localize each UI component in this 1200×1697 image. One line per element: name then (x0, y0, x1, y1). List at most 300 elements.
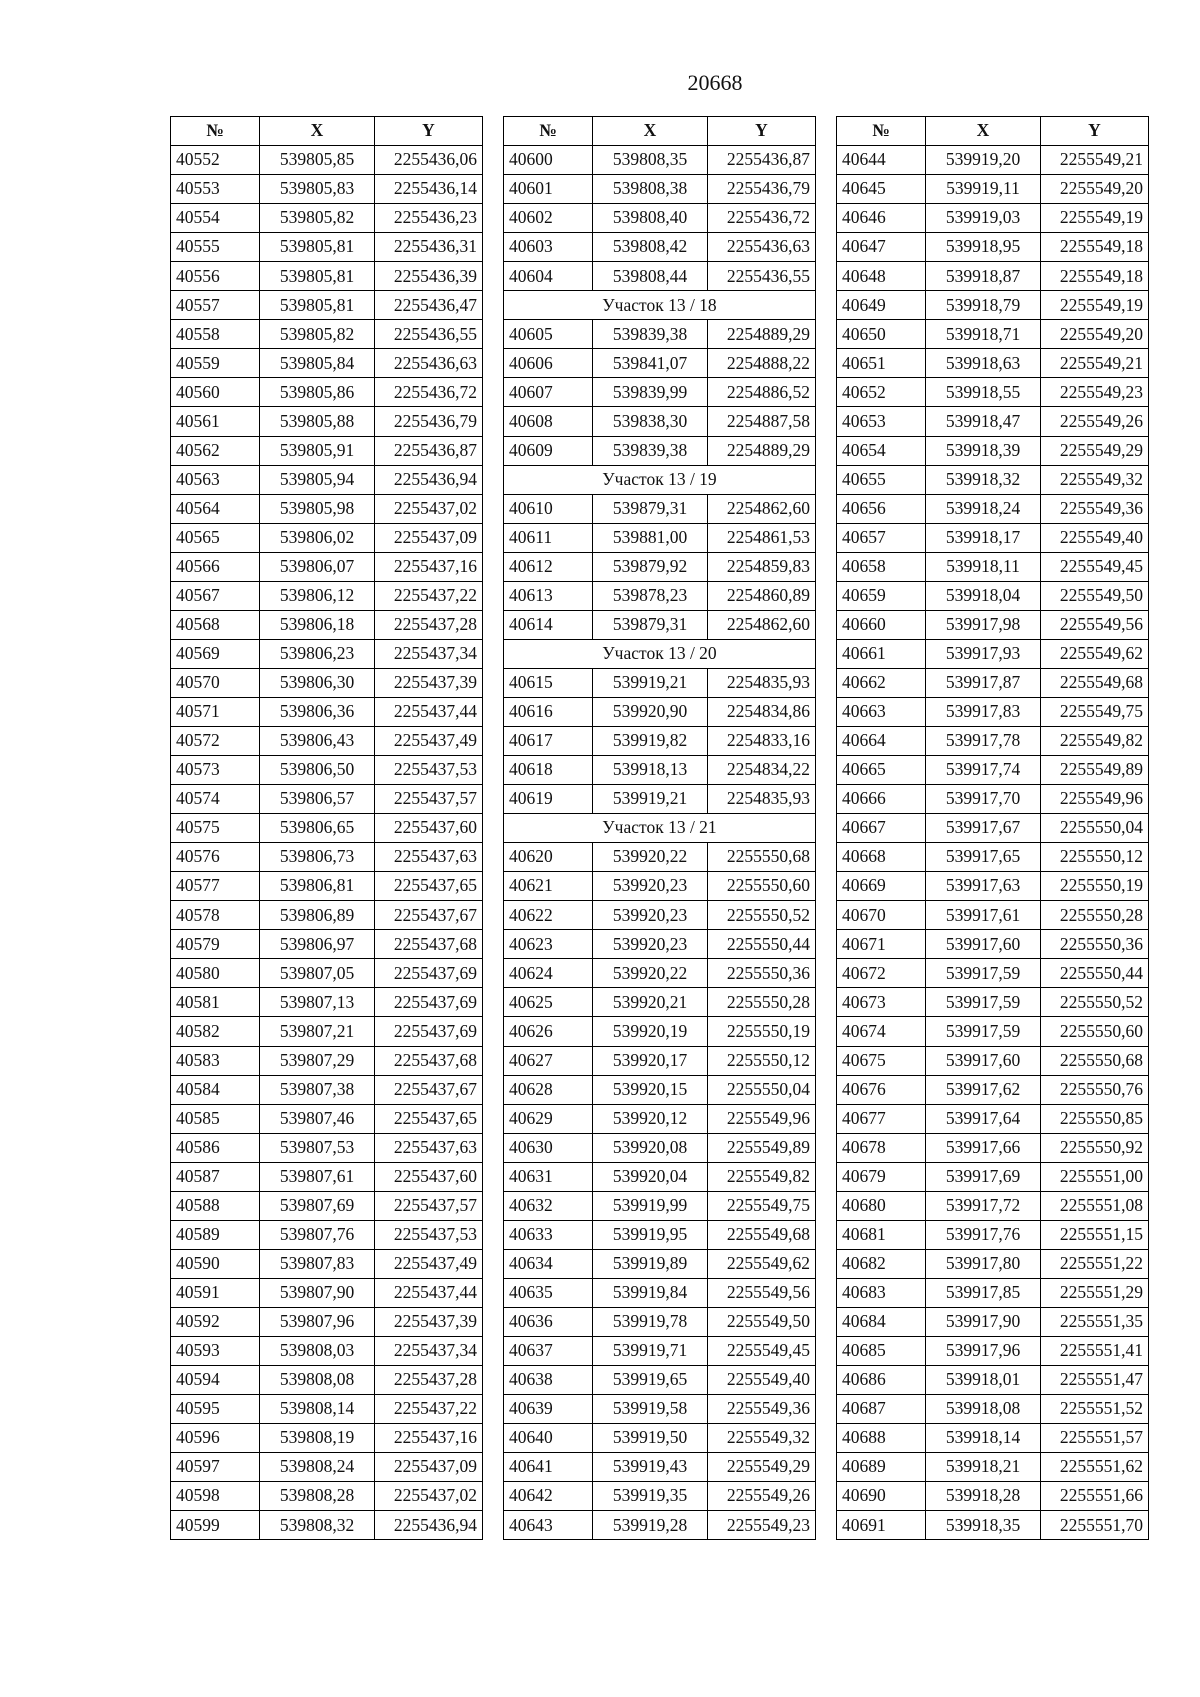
x-coordinate-cell: 539806,23 (260, 639, 375, 668)
x-coordinate-cell: 539805,86 (260, 378, 375, 407)
table-row (837, 930, 1149, 959)
table-row (171, 988, 483, 1017)
y-coordinate-cell: 2255436,87 (708, 146, 816, 175)
table-row (837, 668, 1149, 697)
point-number-cell: 40663 (837, 697, 926, 726)
x-coordinate-cell: 539807,76 (260, 1220, 375, 1249)
table-row (171, 668, 483, 697)
x-coordinate-cell: 539807,46 (260, 1104, 375, 1133)
x-coordinate-cell: 539920,04 (593, 1162, 708, 1191)
point-number-cell: 40559 (171, 349, 260, 378)
point-number-cell: 40606 (504, 349, 593, 378)
table-row (504, 494, 816, 523)
table-row (504, 1191, 816, 1220)
point-number-cell: 40557 (171, 291, 260, 320)
y-coordinate-cell: 2255437,53 (375, 756, 483, 785)
y-coordinate-cell: 2255436,72 (375, 378, 483, 407)
x-coordinate-cell: 539805,91 (260, 436, 375, 465)
point-number-cell: 40674 (837, 1017, 926, 1046)
y-coordinate-cell: 2255549,68 (1041, 668, 1149, 697)
y-coordinate-cell: 2255549,20 (1041, 320, 1149, 349)
table-row (837, 1424, 1149, 1453)
x-coordinate-cell: 539806,65 (260, 814, 375, 843)
x-coordinate-cell: 539918,47 (926, 407, 1041, 436)
table-row (504, 697, 816, 726)
point-number-cell: 40598 (171, 1482, 260, 1511)
point-number-cell: 40675 (837, 1046, 926, 1075)
point-number-cell: 40579 (171, 930, 260, 959)
table-row (504, 1133, 816, 1162)
point-number-cell: 40638 (504, 1366, 593, 1395)
y-coordinate-cell: 2255436,06 (375, 146, 483, 175)
y-coordinate-cell: 2255551,35 (1041, 1307, 1149, 1336)
y-coordinate-cell: 2254889,29 (708, 436, 816, 465)
x-coordinate-cell: 539917,64 (926, 1104, 1041, 1133)
y-coordinate-cell: 2255551,62 (1041, 1453, 1149, 1482)
table-row (837, 204, 1149, 233)
table-row (504, 407, 816, 436)
table-row (837, 1366, 1149, 1395)
y-coordinate-cell: 2255436,87 (375, 436, 483, 465)
y-coordinate-cell: 2254833,16 (708, 726, 816, 755)
table-row (171, 1162, 483, 1191)
point-number-cell: 40552 (171, 146, 260, 175)
x-coordinate-cell: 539808,32 (260, 1511, 375, 1540)
header-number: № (837, 117, 926, 146)
y-coordinate-cell: 2255549,75 (1041, 697, 1149, 726)
x-coordinate-cell: 539807,13 (260, 988, 375, 1017)
y-coordinate-cell: 2255549,96 (708, 1104, 816, 1133)
y-coordinate-cell: 2255549,32 (1041, 465, 1149, 494)
x-coordinate-cell: 539917,76 (926, 1220, 1041, 1249)
y-coordinate-cell: 2255549,19 (1041, 204, 1149, 233)
y-coordinate-cell: 2255436,31 (375, 233, 483, 262)
x-coordinate-cell: 539920,12 (593, 1104, 708, 1133)
y-coordinate-cell: 2255437,16 (375, 1424, 483, 1453)
table-row (171, 959, 483, 988)
y-coordinate-cell: 2255549,62 (1041, 639, 1149, 668)
table-row (504, 726, 816, 755)
x-coordinate-cell: 539807,05 (260, 959, 375, 988)
x-coordinate-cell: 539808,28 (260, 1482, 375, 1511)
y-coordinate-cell: 2255549,45 (1041, 552, 1149, 581)
y-coordinate-cell: 2255437,65 (375, 872, 483, 901)
x-coordinate-cell: 539917,78 (926, 726, 1041, 755)
y-coordinate-cell: 2255549,56 (1041, 610, 1149, 639)
point-number-cell: 40690 (837, 1482, 926, 1511)
y-coordinate-cell: 2255436,63 (375, 349, 483, 378)
y-coordinate-cell: 2255437,34 (375, 639, 483, 668)
y-coordinate-cell: 2255437,57 (375, 785, 483, 814)
point-number-cell: 40627 (504, 1046, 593, 1075)
x-coordinate-cell: 539918,63 (926, 349, 1041, 378)
x-coordinate-cell: 539919,99 (593, 1191, 708, 1220)
table-row (504, 204, 816, 233)
x-coordinate-cell: 539918,79 (926, 291, 1041, 320)
point-number-cell: 40558 (171, 320, 260, 349)
point-number-cell: 40626 (504, 1017, 593, 1046)
x-coordinate-cell: 539919,21 (593, 668, 708, 697)
table-row (171, 785, 483, 814)
point-number-cell: 40671 (837, 930, 926, 959)
x-coordinate-cell: 539808,03 (260, 1336, 375, 1365)
point-number-cell: 40633 (504, 1220, 593, 1249)
y-coordinate-cell: 2255549,23 (1041, 378, 1149, 407)
point-number-cell: 40586 (171, 1133, 260, 1162)
x-coordinate-cell: 539841,07 (593, 349, 708, 378)
y-coordinate-cell: 2255437,68 (375, 930, 483, 959)
x-coordinate-cell: 539878,23 (593, 581, 708, 610)
table-row (837, 988, 1149, 1017)
y-coordinate-cell: 2255550,52 (1041, 988, 1149, 1017)
table-row (171, 262, 483, 291)
point-number-cell: 40666 (837, 785, 926, 814)
table-row (504, 785, 816, 814)
point-number-cell: 40676 (837, 1075, 926, 1104)
y-coordinate-cell: 2255437,22 (375, 1395, 483, 1424)
x-coordinate-cell: 539919,65 (593, 1366, 708, 1395)
x-coordinate-cell: 539920,23 (593, 930, 708, 959)
point-number-cell: 40596 (171, 1424, 260, 1453)
x-coordinate-cell: 539805,83 (260, 175, 375, 204)
y-coordinate-cell: 2255549,36 (1041, 494, 1149, 523)
y-coordinate-cell: 2255549,56 (708, 1278, 816, 1307)
table-row (171, 1278, 483, 1307)
table-row (504, 1395, 816, 1424)
y-coordinate-cell: 2255550,76 (1041, 1075, 1149, 1104)
table-row (837, 320, 1149, 349)
point-number-cell: 40605 (504, 320, 593, 349)
table-row (171, 756, 483, 785)
x-coordinate-cell: 539807,21 (260, 1017, 375, 1046)
x-coordinate-cell: 539879,31 (593, 610, 708, 639)
point-number-cell: 40668 (837, 843, 926, 872)
point-number-cell: 40585 (171, 1104, 260, 1133)
y-coordinate-cell: 2255550,52 (708, 901, 816, 930)
table-row (837, 1191, 1149, 1220)
x-coordinate-cell: 539807,29 (260, 1046, 375, 1075)
header-y: Y (1041, 117, 1149, 146)
x-coordinate-cell: 539918,32 (926, 465, 1041, 494)
point-number-cell: 40615 (504, 668, 593, 697)
point-number-cell: 40632 (504, 1191, 593, 1220)
point-number-cell: 40555 (171, 233, 260, 262)
y-coordinate-cell: 2255549,18 (1041, 262, 1149, 291)
table-row (171, 872, 483, 901)
table-row (504, 1511, 816, 1540)
table-row (837, 1104, 1149, 1133)
y-coordinate-cell: 2255437,69 (375, 1017, 483, 1046)
coordinates-table-1 (170, 116, 483, 1540)
point-number-cell: 40688 (837, 1424, 926, 1453)
point-number-cell: 40656 (837, 494, 926, 523)
point-number-cell: 40570 (171, 668, 260, 697)
table-row (504, 1249, 816, 1278)
table-row (504, 1017, 816, 1046)
section-header-row (504, 639, 816, 668)
y-coordinate-cell: 2255550,19 (708, 1017, 816, 1046)
x-coordinate-cell: 539917,63 (926, 872, 1041, 901)
y-coordinate-cell: 2255550,68 (708, 843, 816, 872)
table-row (837, 291, 1149, 320)
x-coordinate-cell: 539805,82 (260, 320, 375, 349)
point-number-cell: 40657 (837, 523, 926, 552)
point-number-cell: 40566 (171, 552, 260, 581)
x-coordinate-cell: 539919,11 (926, 175, 1041, 204)
table-row (171, 436, 483, 465)
x-coordinate-cell: 539807,53 (260, 1133, 375, 1162)
x-coordinate-cell: 539808,24 (260, 1453, 375, 1482)
y-coordinate-cell: 2255437,34 (375, 1336, 483, 1365)
table-row (171, 1133, 483, 1162)
table-row (837, 1511, 1149, 1540)
point-number-cell: 40616 (504, 697, 593, 726)
x-coordinate-cell: 539806,50 (260, 756, 375, 785)
x-coordinate-cell: 539918,28 (926, 1482, 1041, 1511)
table-row (837, 465, 1149, 494)
point-number-cell: 40687 (837, 1395, 926, 1424)
table-row (504, 378, 816, 407)
point-number-cell: 40635 (504, 1278, 593, 1307)
x-coordinate-cell: 539805,84 (260, 349, 375, 378)
table-row (504, 349, 816, 378)
x-coordinate-cell: 539920,17 (593, 1046, 708, 1075)
table-row (171, 175, 483, 204)
point-number-cell: 40600 (504, 146, 593, 175)
y-coordinate-cell: 2255437,57 (375, 1191, 483, 1220)
y-coordinate-cell: 2255550,85 (1041, 1104, 1149, 1133)
table-row (171, 726, 483, 755)
point-number-cell: 40572 (171, 726, 260, 755)
point-number-cell: 40621 (504, 872, 593, 901)
point-number-cell: 40664 (837, 726, 926, 755)
x-coordinate-cell: 539919,89 (593, 1249, 708, 1278)
table-row (504, 436, 816, 465)
table-row (171, 378, 483, 407)
y-coordinate-cell: 2255551,70 (1041, 1511, 1149, 1540)
header-number: № (504, 117, 593, 146)
point-number-cell: 40618 (504, 756, 593, 785)
y-coordinate-cell: 2255549,68 (708, 1220, 816, 1249)
point-number-cell: 40620 (504, 843, 593, 872)
point-number-cell: 40683 (837, 1278, 926, 1307)
x-coordinate-cell: 539879,92 (593, 552, 708, 581)
table-row (837, 1017, 1149, 1046)
x-coordinate-cell: 539917,62 (926, 1075, 1041, 1104)
header-number: № (171, 117, 260, 146)
y-coordinate-cell: 2255437,49 (375, 726, 483, 755)
table-row (837, 1249, 1149, 1278)
x-coordinate-cell: 539805,94 (260, 465, 375, 494)
x-coordinate-cell: 539918,24 (926, 494, 1041, 523)
y-coordinate-cell: 2255437,44 (375, 1278, 483, 1307)
table-row (171, 1046, 483, 1075)
y-coordinate-cell: 2255437,68 (375, 1046, 483, 1075)
table-row (171, 610, 483, 639)
section-label: Участок 13 / 21 (504, 814, 816, 843)
point-number-cell: 40581 (171, 988, 260, 1017)
y-coordinate-cell: 2255549,26 (708, 1482, 816, 1511)
y-coordinate-cell: 2255436,72 (708, 204, 816, 233)
point-number-cell: 40607 (504, 378, 593, 407)
point-number-cell: 40560 (171, 378, 260, 407)
point-number-cell: 40673 (837, 988, 926, 1017)
table-row (837, 378, 1149, 407)
header-y: Y (708, 117, 816, 146)
table-row (171, 494, 483, 523)
y-coordinate-cell: 2254862,60 (708, 610, 816, 639)
x-coordinate-cell: 539917,70 (926, 785, 1041, 814)
coordinates-table-2 (503, 116, 816, 1540)
table-row (837, 552, 1149, 581)
y-coordinate-cell: 2255436,79 (708, 175, 816, 204)
y-coordinate-cell: 2255551,08 (1041, 1191, 1149, 1220)
table-row (837, 843, 1149, 872)
point-number-cell: 40587 (171, 1162, 260, 1191)
point-number-cell: 40580 (171, 959, 260, 988)
point-number-cell: 40681 (837, 1220, 926, 1249)
point-number-cell: 40662 (837, 668, 926, 697)
y-coordinate-cell: 2255551,66 (1041, 1482, 1149, 1511)
point-number-cell: 40689 (837, 1453, 926, 1482)
table-row (837, 872, 1149, 901)
table-row (171, 1453, 483, 1482)
y-coordinate-cell: 2255437,09 (375, 1453, 483, 1482)
table-row (171, 1249, 483, 1278)
x-coordinate-cell: 539918,14 (926, 1424, 1041, 1453)
y-coordinate-cell: 2254887,58 (708, 407, 816, 436)
x-coordinate-cell: 539806,73 (260, 843, 375, 872)
x-coordinate-cell: 539920,21 (593, 988, 708, 1017)
table-row (504, 610, 816, 639)
point-number-cell: 40679 (837, 1162, 926, 1191)
table-row (504, 552, 816, 581)
table-row (504, 901, 816, 930)
x-coordinate-cell: 539920,19 (593, 1017, 708, 1046)
y-coordinate-cell: 2255550,44 (708, 930, 816, 959)
point-number-cell: 40637 (504, 1336, 593, 1365)
x-coordinate-cell: 539917,59 (926, 1017, 1041, 1046)
table-row (504, 1220, 816, 1249)
x-coordinate-cell: 539881,00 (593, 523, 708, 552)
x-coordinate-cell: 539918,11 (926, 552, 1041, 581)
y-coordinate-cell: 2255437,22 (375, 581, 483, 610)
y-coordinate-cell: 2255437,67 (375, 1075, 483, 1104)
y-coordinate-cell: 2255436,94 (375, 1511, 483, 1540)
x-coordinate-cell: 539919,28 (593, 1511, 708, 1540)
x-coordinate-cell: 539917,93 (926, 639, 1041, 668)
x-coordinate-cell: 539808,19 (260, 1424, 375, 1453)
y-coordinate-cell: 2255437,09 (375, 523, 483, 552)
point-number-cell: 40680 (837, 1191, 926, 1220)
y-coordinate-cell: 2255437,39 (375, 1307, 483, 1336)
x-coordinate-cell: 539920,22 (593, 959, 708, 988)
table-row (504, 843, 816, 872)
table-row (171, 1017, 483, 1046)
y-coordinate-cell: 2255550,12 (708, 1046, 816, 1075)
y-coordinate-cell: 2255436,47 (375, 291, 483, 320)
x-coordinate-cell: 539805,98 (260, 494, 375, 523)
y-coordinate-cell: 2255550,44 (1041, 959, 1149, 988)
table-row (837, 262, 1149, 291)
point-number-cell: 40629 (504, 1104, 593, 1133)
x-coordinate-cell: 539920,15 (593, 1075, 708, 1104)
table-row (504, 1104, 816, 1133)
table-row (171, 320, 483, 349)
table-row (171, 146, 483, 175)
table-row (171, 1336, 483, 1365)
y-coordinate-cell: 2255550,19 (1041, 872, 1149, 901)
y-coordinate-cell: 2255549,18 (1041, 233, 1149, 262)
y-coordinate-cell: 2255551,52 (1041, 1395, 1149, 1424)
x-coordinate-cell: 539917,83 (926, 697, 1041, 726)
table-row (837, 407, 1149, 436)
y-coordinate-cell: 2255549,62 (708, 1249, 816, 1278)
point-number-cell: 40602 (504, 204, 593, 233)
y-coordinate-cell: 2255549,40 (708, 1366, 816, 1395)
table-row (837, 523, 1149, 552)
table-row (504, 1046, 816, 1075)
table-row (837, 1336, 1149, 1365)
x-coordinate-cell: 539917,67 (926, 814, 1041, 843)
table-row (504, 1162, 816, 1191)
y-coordinate-cell: 2255550,28 (1041, 901, 1149, 930)
table-row (837, 1162, 1149, 1191)
y-coordinate-cell: 2254886,52 (708, 378, 816, 407)
point-number-cell: 40593 (171, 1336, 260, 1365)
table-row (504, 320, 816, 349)
table-row (837, 494, 1149, 523)
table-row (504, 930, 816, 959)
table-row (171, 1366, 483, 1395)
point-number-cell: 40634 (504, 1249, 593, 1278)
table-row (171, 1482, 483, 1511)
y-coordinate-cell: 2255549,82 (1041, 726, 1149, 755)
table-row (837, 901, 1149, 930)
point-number-cell: 40584 (171, 1075, 260, 1104)
x-coordinate-cell: 539919,35 (593, 1482, 708, 1511)
table-row (837, 175, 1149, 204)
point-number-cell: 40567 (171, 581, 260, 610)
table-row (837, 756, 1149, 785)
y-coordinate-cell: 2255436,55 (708, 262, 816, 291)
table-row (837, 1133, 1149, 1162)
point-number-cell: 40643 (504, 1511, 593, 1540)
point-number-cell: 40691 (837, 1511, 926, 1540)
x-coordinate-cell: 539806,30 (260, 668, 375, 697)
y-coordinate-cell: 2255437,69 (375, 959, 483, 988)
point-number-cell: 40623 (504, 930, 593, 959)
y-coordinate-cell: 2255551,22 (1041, 1249, 1149, 1278)
point-number-cell: 40599 (171, 1511, 260, 1540)
x-coordinate-cell: 539805,85 (260, 146, 375, 175)
table-row (504, 523, 816, 552)
point-number-cell: 40617 (504, 726, 593, 755)
table-row (837, 639, 1149, 668)
y-coordinate-cell: 2255437,53 (375, 1220, 483, 1249)
y-coordinate-cell: 2255549,21 (1041, 146, 1149, 175)
x-coordinate-cell: 539917,98 (926, 610, 1041, 639)
section-header-row (504, 814, 816, 843)
y-coordinate-cell: 2254835,93 (708, 668, 816, 697)
point-number-cell: 40578 (171, 901, 260, 930)
point-number-cell: 40597 (171, 1453, 260, 1482)
y-coordinate-cell: 2255437,60 (375, 814, 483, 843)
x-coordinate-cell: 539808,08 (260, 1366, 375, 1395)
x-coordinate-cell: 539918,87 (926, 262, 1041, 291)
point-number-cell: 40636 (504, 1307, 593, 1336)
point-number-cell: 40684 (837, 1307, 926, 1336)
